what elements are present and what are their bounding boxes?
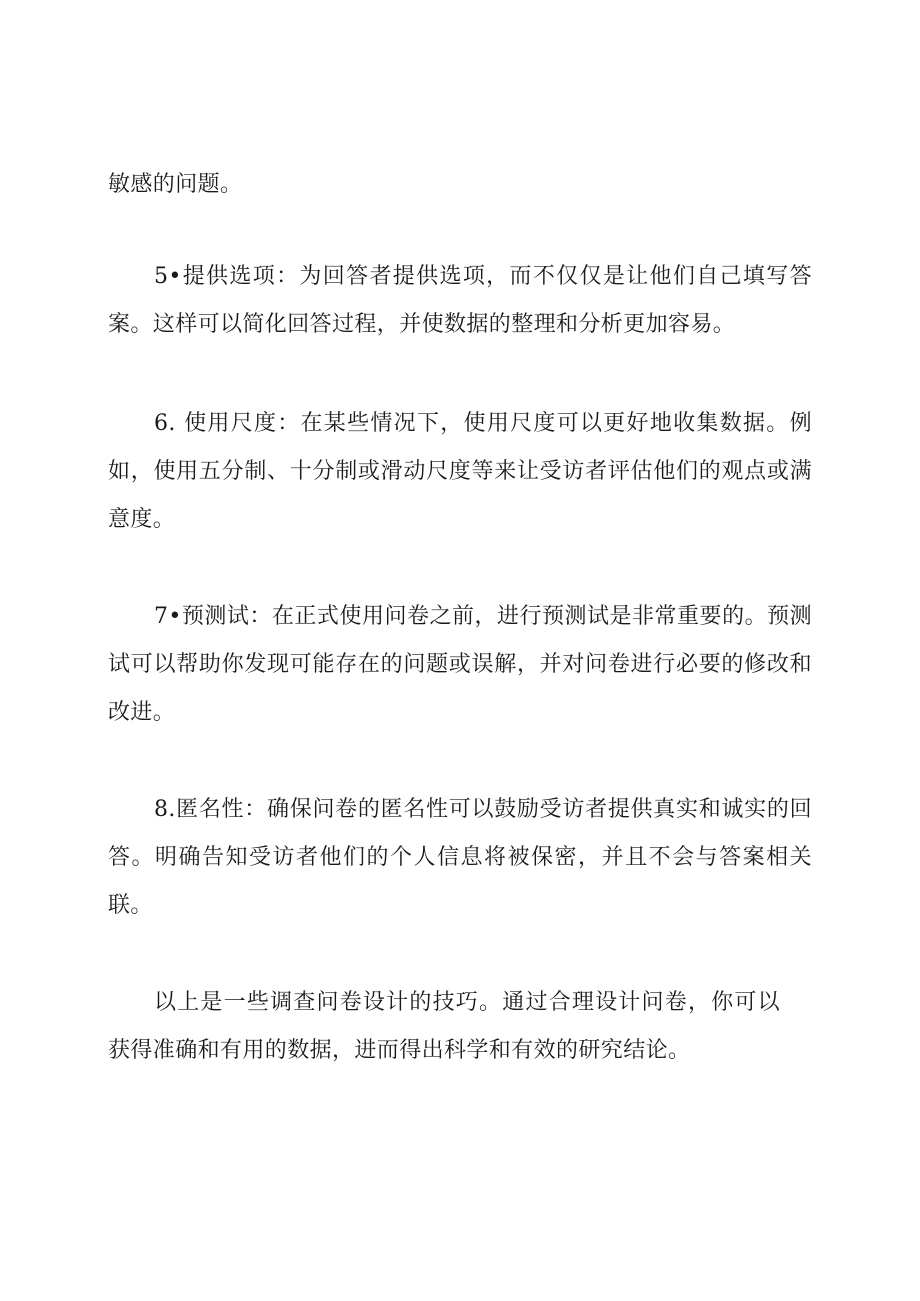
paragraph-conclusion: 以上是一些调查问卷设计的技巧。通过合理设计问卷，你可以获得准确和有用的数据，进而得出科学和有效的研究结论。 — [108, 990, 780, 1063]
paragraph-tip-7-pretest: 7•预测试：在正式使用问卷之前，进行预测试是非常重要的。预测试可以帮助你发现可能存在的问题或误解，并对问卷进行必要的修改和改进。 — [108, 604, 812, 725]
paragraph-tip-8-anonymity: 8.匿名性：确保问卷的匿名性可以鼓励受访者提供真实和诚实的回答。明确告知受访者他们的个人信息将被保密，并且不会与答案相关联。 — [108, 797, 812, 918]
paragraph-tip-6-scales: 6. 使用尺度：在某些情况下，使用尺度可以更好地收集数据。例如，使用五分制、十分制或滑动尺度等来让受访者评估他们的观点或满意度。 — [108, 411, 812, 532]
paragraph-continuation: 敏感的问题。 — [108, 172, 243, 197]
paragraph-tip-5-options: 5•提供选项：为回答者提供选项，而不仅仅是让他们自己填写答案。这样可以简化回答过程，并使数据的整理和分析更加容易。 — [108, 264, 812, 337]
